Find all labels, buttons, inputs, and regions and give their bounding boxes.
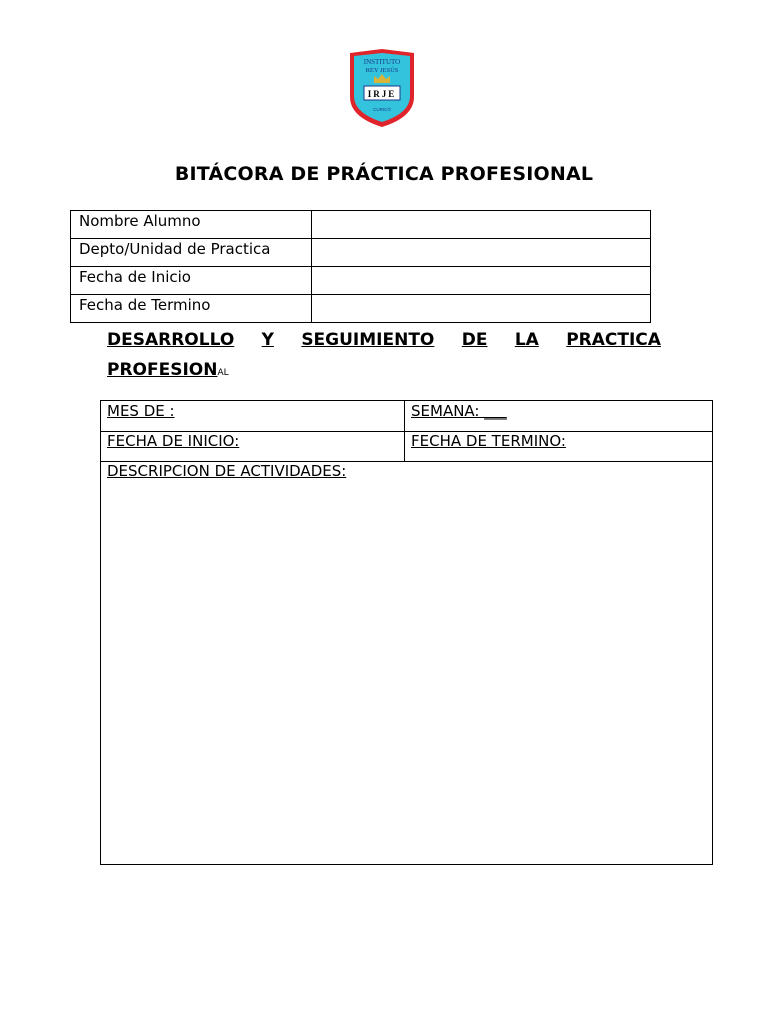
weekly-log-table — [100, 400, 713, 865]
label-depto-unidad: Depto/Unidad de Practica — [71, 239, 312, 267]
heading-word: Y — [261, 330, 274, 350]
label-fecha-termino: Fecha de Termino — [71, 295, 312, 323]
table-row — [71, 239, 651, 267]
field-depto-unidad[interactable] — [312, 239, 651, 267]
section-heading-line1 — [107, 325, 661, 355]
heading-word: DE — [461, 330, 488, 350]
label-nombre-alumno: Nombre Alumno — [71, 211, 312, 239]
svg-text:INSTITUTO: INSTITUTO — [363, 58, 401, 66]
fecha-termino-cell[interactable] — [405, 431, 712, 461]
semana-label: SEMANA: ___ — [411, 402, 507, 420]
label-fecha-inicio: Fecha de Inicio — [71, 267, 312, 295]
mes-cell[interactable] — [101, 401, 405, 431]
mes-label: MES DE : — [107, 402, 175, 420]
table-row — [71, 211, 651, 239]
descripcion-area[interactable] — [107, 462, 346, 480]
field-nombre-alumno[interactable] — [312, 211, 651, 239]
fecha-inicio-cell[interactable] — [101, 431, 405, 461]
table-row — [71, 267, 651, 295]
semana-cell[interactable] — [405, 401, 712, 431]
heading-word: SEGUIMIENTO — [301, 330, 435, 350]
fecha-inicio-label: FECHA DE INICIO: — [107, 432, 240, 450]
heading-suffix: AL — [217, 368, 229, 378]
svg-text:CURICÓ: CURICÓ — [373, 107, 391, 112]
table-row — [101, 401, 712, 432]
school-logo-seal — [346, 47, 418, 129]
descripcion-label: DESCRIPCION DE ACTIVIDADES: — [107, 462, 347, 480]
heading-word: DESARROLLO — [107, 330, 235, 350]
heading-word: LA — [514, 330, 539, 350]
section-heading-line2 — [107, 355, 661, 388]
heading-word: PRACTICA — [566, 330, 661, 350]
svg-text:IRJE: IRJE — [367, 89, 397, 99]
section-heading — [107, 325, 661, 388]
svg-text:REY JESÚS: REY JESÚS — [365, 67, 399, 74]
student-info-table — [70, 210, 651, 323]
field-fecha-termino[interactable] — [312, 295, 651, 323]
heading-word: PROFESION — [107, 360, 218, 380]
table-row — [71, 295, 651, 323]
page-title: BITÁCORA DE PRÁCTICA PROFESIONAL — [174, 163, 594, 185]
field-fecha-inicio[interactable] — [312, 267, 651, 295]
table-row — [101, 431, 712, 462]
fecha-termino-label: FECHA DE TERMINO: — [411, 432, 566, 450]
